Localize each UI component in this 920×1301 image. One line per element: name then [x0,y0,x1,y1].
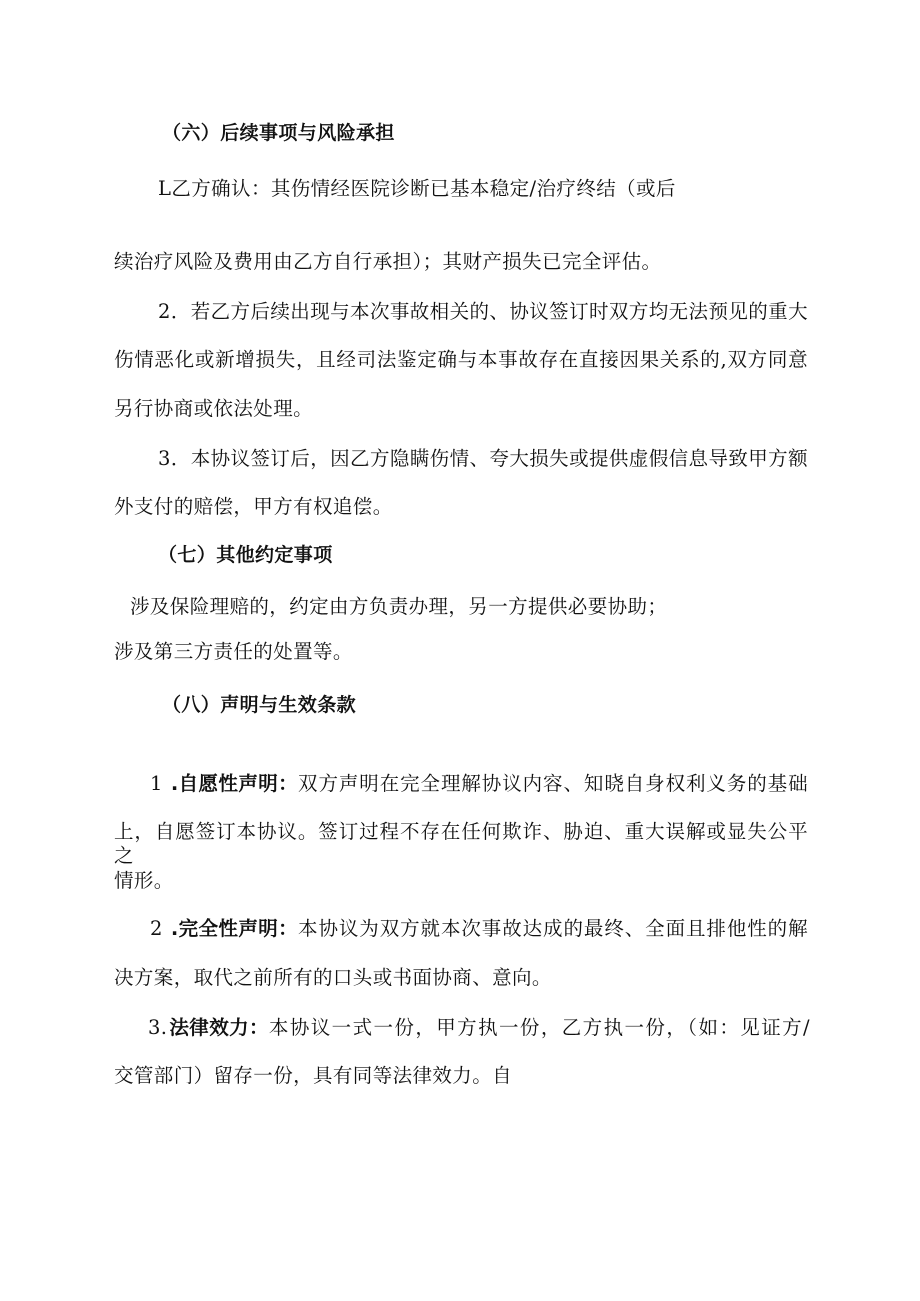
section-6-item-2-line-1: 2．若乙方后续出现与本次事故相关的、协议签订时双方均无法预见的重大 [158,300,808,323]
section-6-item-2-line-3: 另行协商或依法处理。 [114,397,314,420]
section-8-item-3-title: 法律效力： [169,1016,269,1039]
section-8-item-2-line-1 [150,917,808,941]
section-8-item-1-number: 1 [150,772,163,795]
section-6-heading: （六）后续事项与风险承担 [162,122,395,144]
section-8-item-2-number: 2 [150,917,163,940]
section-6-item-1-line-1: L乙方确认：其伤情经医院诊断已基本稳定/治疗终结（或后 [158,177,676,200]
section-8-item-1-line-3: 情形。 [114,869,174,892]
section-7-heading: （七）其他约定事项 [158,544,333,566]
section-7-line-1: 涉及保险理赔的，约定由方负责办理，另一方提供必要协助； [130,595,668,618]
section-8-item-1-title: .自愿性声明： [170,772,299,795]
section-8-item-3-text: 本协议一式一份，甲方执一份，乙方执一份，（如：见证方/ [268,1016,810,1039]
section-8-item-2-line-2: 决方案，取代之前所有的口头或书面协商、意向。 [114,966,552,989]
section-8-heading: （八）声明与生效条款 [162,694,357,716]
section-6-item-3-line-2: 外支付的赔偿，甲方有权追偿。 [114,495,393,518]
section-6-item-3-line-1: 3．本协议签订后，因乙方隐瞒伤情、夸大损失或提供虚假信息导致甲方额 [158,447,808,470]
section-8-item-1-line-2: 上，自愿签订本协议。签订过程不存在任何欺诈、胁迫、重大误解或显失公平之 [114,820,808,867]
section-8-item-1-line-1 [150,772,808,796]
section-8-item-2-title: .完全性声明： [170,917,299,940]
section-8-item-2-text: 本协议为双方就本次事故达成的最终、全面且排他性的解 [298,917,808,940]
section-8-item-3-number: 3. [148,1016,168,1039]
section-8-item-1-text: 双方声明在完全理解协议内容、知晓自身权利义务的基础 [298,772,808,795]
section-8-item-3-line-2: 交管部门）留存一份，具有同等法律效力。自 [114,1064,513,1087]
section-7-line-2: 涉及第三方责任的处置等。 [114,640,353,663]
section-6-item-1-line-2: 续治疗风险及费用由乙方自行承担）；其财产损失已完全评估。 [114,250,662,273]
section-6-item-2-line-2: 伤情恶化或新增损失，且经司法鉴定确与本事故存在直接因果关系的,双方同意 [114,348,808,371]
section-8-item-3-line-1 [148,1016,810,1040]
